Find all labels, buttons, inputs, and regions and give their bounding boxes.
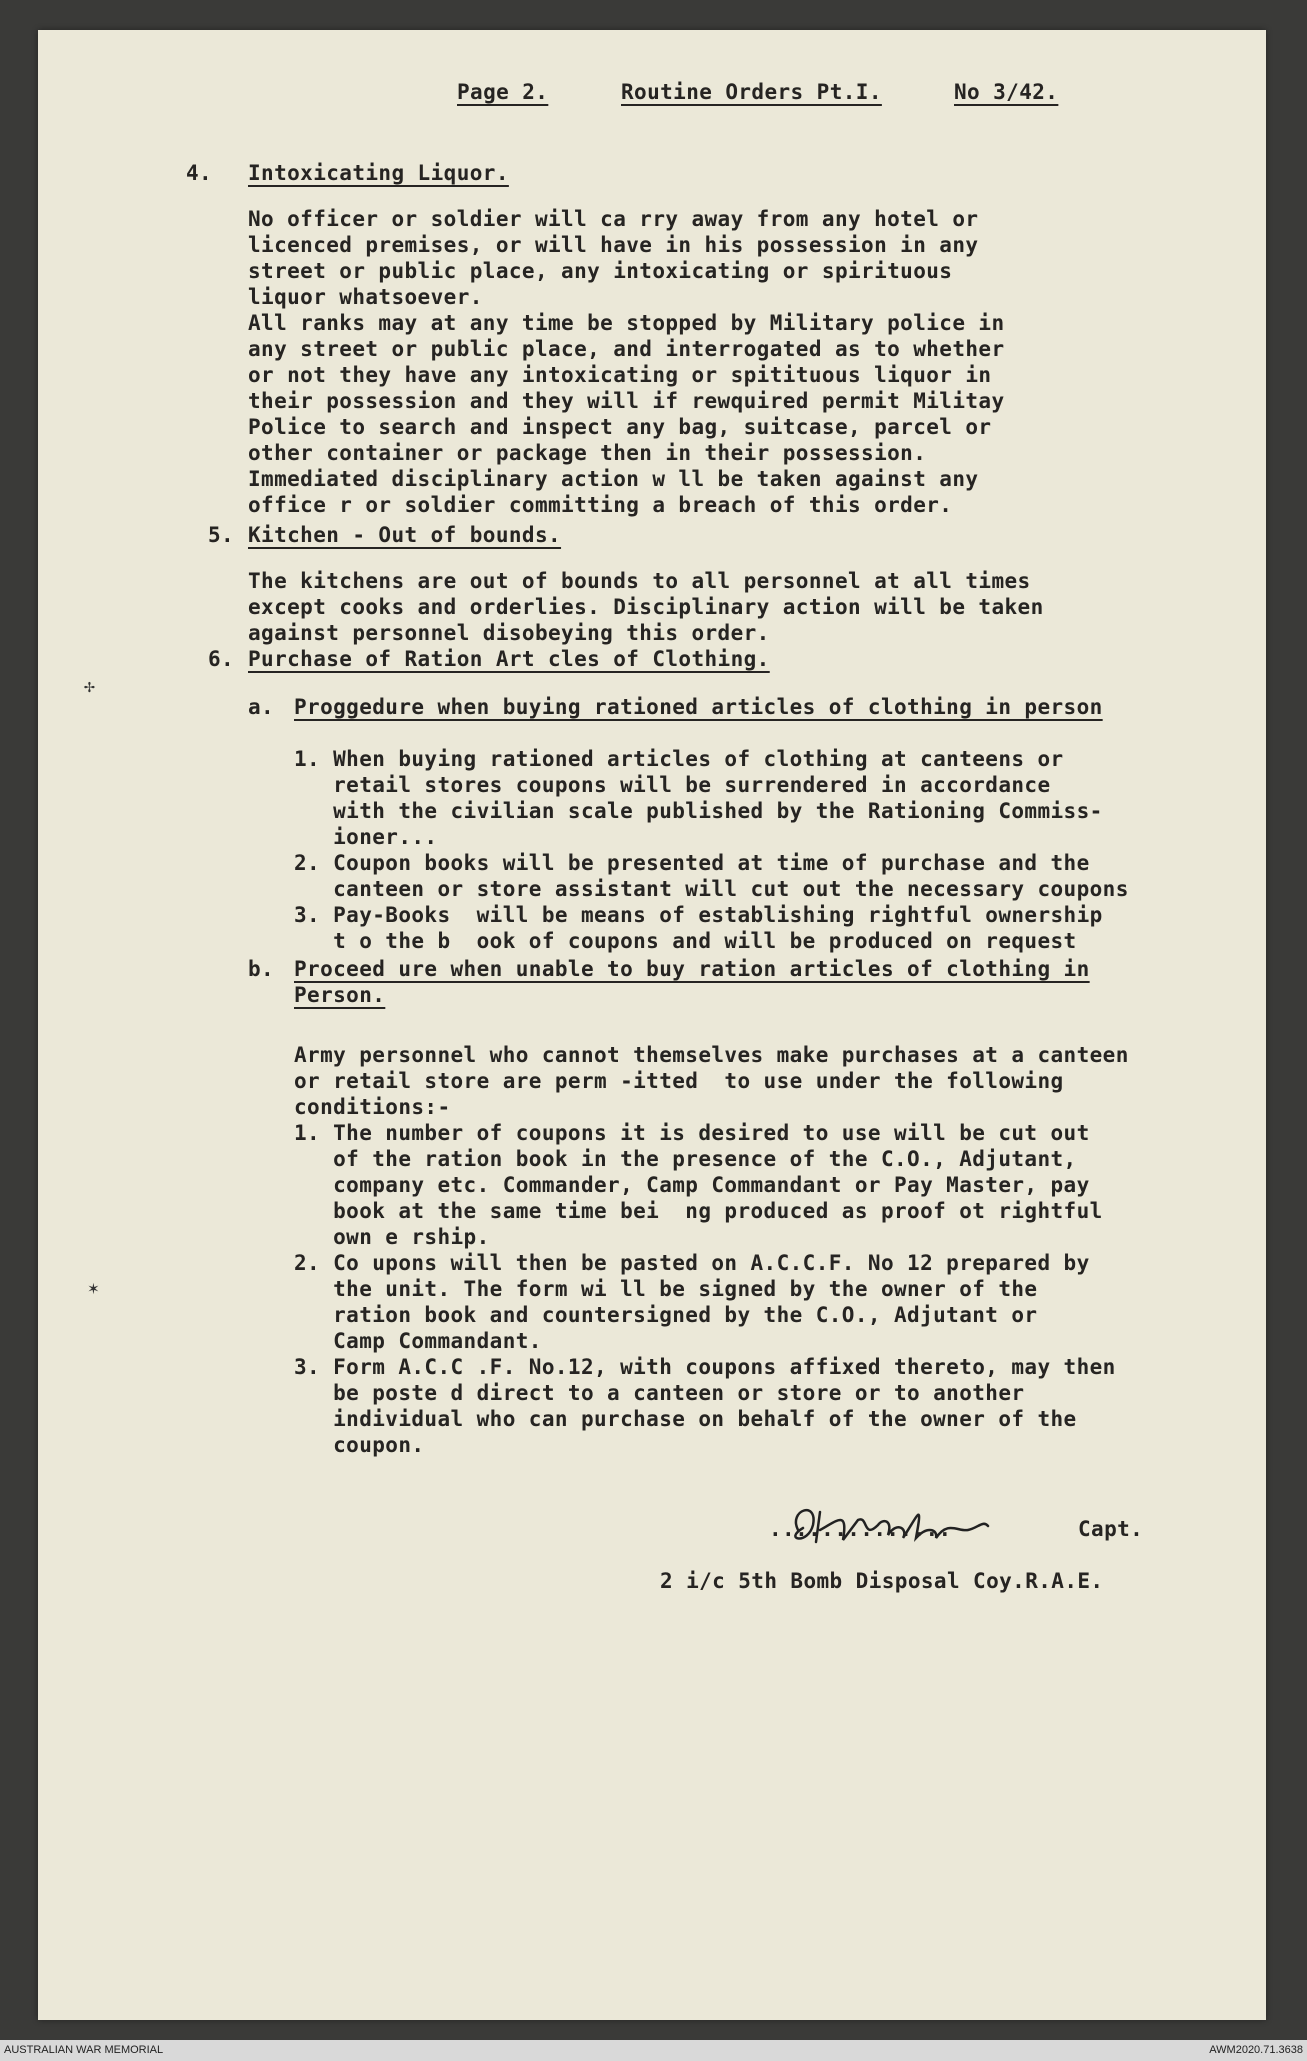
section-6-title: Purchase of Ration Art cles of Clothing. bbox=[248, 647, 770, 671]
text-line: liquor whatsoever. bbox=[248, 285, 483, 309]
section-6b-title-line1: Proceed ure when unable to buy ration articles of clothing in bbox=[294, 957, 1090, 981]
section-6a-title: Proggedure when buying rationed articles of clothing in person bbox=[294, 695, 1103, 719]
text-line: of the ration book in the presence of the C.O., Adjutant, bbox=[294, 1147, 1077, 1171]
text-line: ioner... bbox=[294, 825, 438, 849]
text-line: office r or soldier committing a breach of this order. bbox=[248, 493, 953, 517]
text-line: Army personnel who cannot themselves make purchases at a canteen bbox=[294, 1043, 1129, 1067]
text-line: 1. The number of coupons it is desired to use will be cut out bbox=[294, 1121, 1090, 1145]
text-line: Camp Commandant. bbox=[294, 1329, 542, 1353]
text-line: canteen or store assistant will cut out the necessary coupons bbox=[294, 877, 1129, 901]
document-body bbox=[38, 30, 1266, 2020]
section-4-number: 4. bbox=[186, 161, 213, 185]
text-line: 2. Co upons will then be pasted on A.C.C.F. No 12 prepared by bbox=[294, 1251, 1090, 1275]
signatory-unit: 2 i/c 5th Bomb Disposal Coy.R.A.E. bbox=[660, 1569, 1104, 1593]
text-line: 1. When buying rationed articles of clothing at canteens or bbox=[294, 747, 1064, 771]
text-line: their possession and they will if rewquired permit Militay bbox=[248, 389, 1005, 413]
binding-mark: ✶ bbox=[88, 1278, 100, 1299]
section-5-title: Kitchen - Out of bounds. bbox=[248, 523, 562, 547]
section-6b-label: b. bbox=[248, 957, 275, 981]
text-line: street or public place, any intoxicating or spirituous bbox=[248, 259, 953, 283]
text-line: ration book and countersigned by the C.O., Adjutant or bbox=[294, 1303, 1038, 1327]
section-6a-label: a. bbox=[248, 695, 275, 719]
text-line: own e rship. bbox=[294, 1225, 490, 1249]
text-line: any street or public place, and interrogated as to whether bbox=[248, 337, 1005, 361]
footer-reference: AWM2020.71.3638 bbox=[1209, 2044, 1303, 2056]
text-line: t o the b ook of coupons and will be produced on request bbox=[294, 929, 1077, 953]
text-line: No officer or soldier will ca rry away from any hotel or bbox=[248, 207, 979, 231]
text-line: individual who can purchase on behalf of the owner of the bbox=[294, 1407, 1077, 1431]
text-line: coupon. bbox=[294, 1433, 425, 1457]
archive-footer bbox=[0, 2040, 1307, 2061]
text-line: company etc. Commander, Camp Commandant or Pay Master, pay bbox=[294, 1173, 1090, 1197]
text-line: or retail store are perm -itted to use under the following bbox=[294, 1069, 1064, 1093]
footer-institution: AUSTRALIAN WAR MEMORIAL bbox=[4, 2044, 164, 2056]
text-line: retail stores coupons will be surrendered in accordance bbox=[294, 773, 1051, 797]
page-number: Page 2. bbox=[457, 80, 549, 104]
text-line: book at the same time bei ng produced as proof ot rightful bbox=[294, 1199, 1103, 1223]
signature-dots: .............. bbox=[769, 1517, 952, 1541]
section-6a-text bbox=[294, 746, 1294, 954]
text-line: the unit. The form wi ll be signed by the owner of the bbox=[294, 1277, 1038, 1301]
text-line: licenced premises, or will have in his possession in any bbox=[248, 233, 979, 257]
section-5-number: 5. bbox=[208, 523, 235, 547]
section-4-text bbox=[248, 206, 1248, 518]
binding-mark: ✢ bbox=[84, 676, 96, 697]
section-4-title: Intoxicating Liquor. bbox=[248, 161, 509, 185]
text-line: be poste d direct to a canteen or store or to another bbox=[294, 1381, 1025, 1405]
text-line: 3. Pay-Books will be means of establishing rightful ownership bbox=[294, 903, 1103, 927]
text-line: All ranks may at any time be stopped by Military police in bbox=[248, 311, 1005, 335]
text-line: with the civilian scale published by the Rationing Commiss- bbox=[294, 799, 1103, 823]
text-line: or not they have any intoxicating or spitituous liquor in bbox=[248, 363, 992, 387]
text-line: other container or package then in their possession. bbox=[248, 441, 927, 465]
routine-orders-title: Routine Orders Pt.I. bbox=[621, 80, 882, 104]
text-line: The kitchens are out of bounds to all personnel at all times bbox=[248, 569, 1031, 593]
text-line: Immediated disciplinary action w ll be taken against any bbox=[248, 467, 979, 491]
order-number: No 3/42. bbox=[954, 80, 1059, 104]
text-line: against personnel disobeying this order. bbox=[248, 621, 770, 645]
text-line: 3. Form A.C.C .F. No.12, with coupons affixed thereto, may then bbox=[294, 1355, 1116, 1379]
document-sheet bbox=[38, 30, 1266, 2020]
section-6b-text bbox=[294, 1042, 1294, 1458]
text-line: 2. Coupon books will be presented at time of purchase and the bbox=[294, 851, 1090, 875]
text-line: except cooks and orderlies. Disciplinary action will be taken bbox=[248, 595, 1044, 619]
section-5-text bbox=[248, 568, 1248, 646]
signature-rank: Capt. bbox=[1078, 1517, 1144, 1541]
section-6b-title-line2: Person. bbox=[294, 983, 386, 1007]
section-6-number: 6. bbox=[208, 647, 235, 671]
text-line: Police to search and inspect any bag, suitcase, parcel or bbox=[248, 415, 992, 439]
text-line: conditions:- bbox=[294, 1095, 451, 1119]
